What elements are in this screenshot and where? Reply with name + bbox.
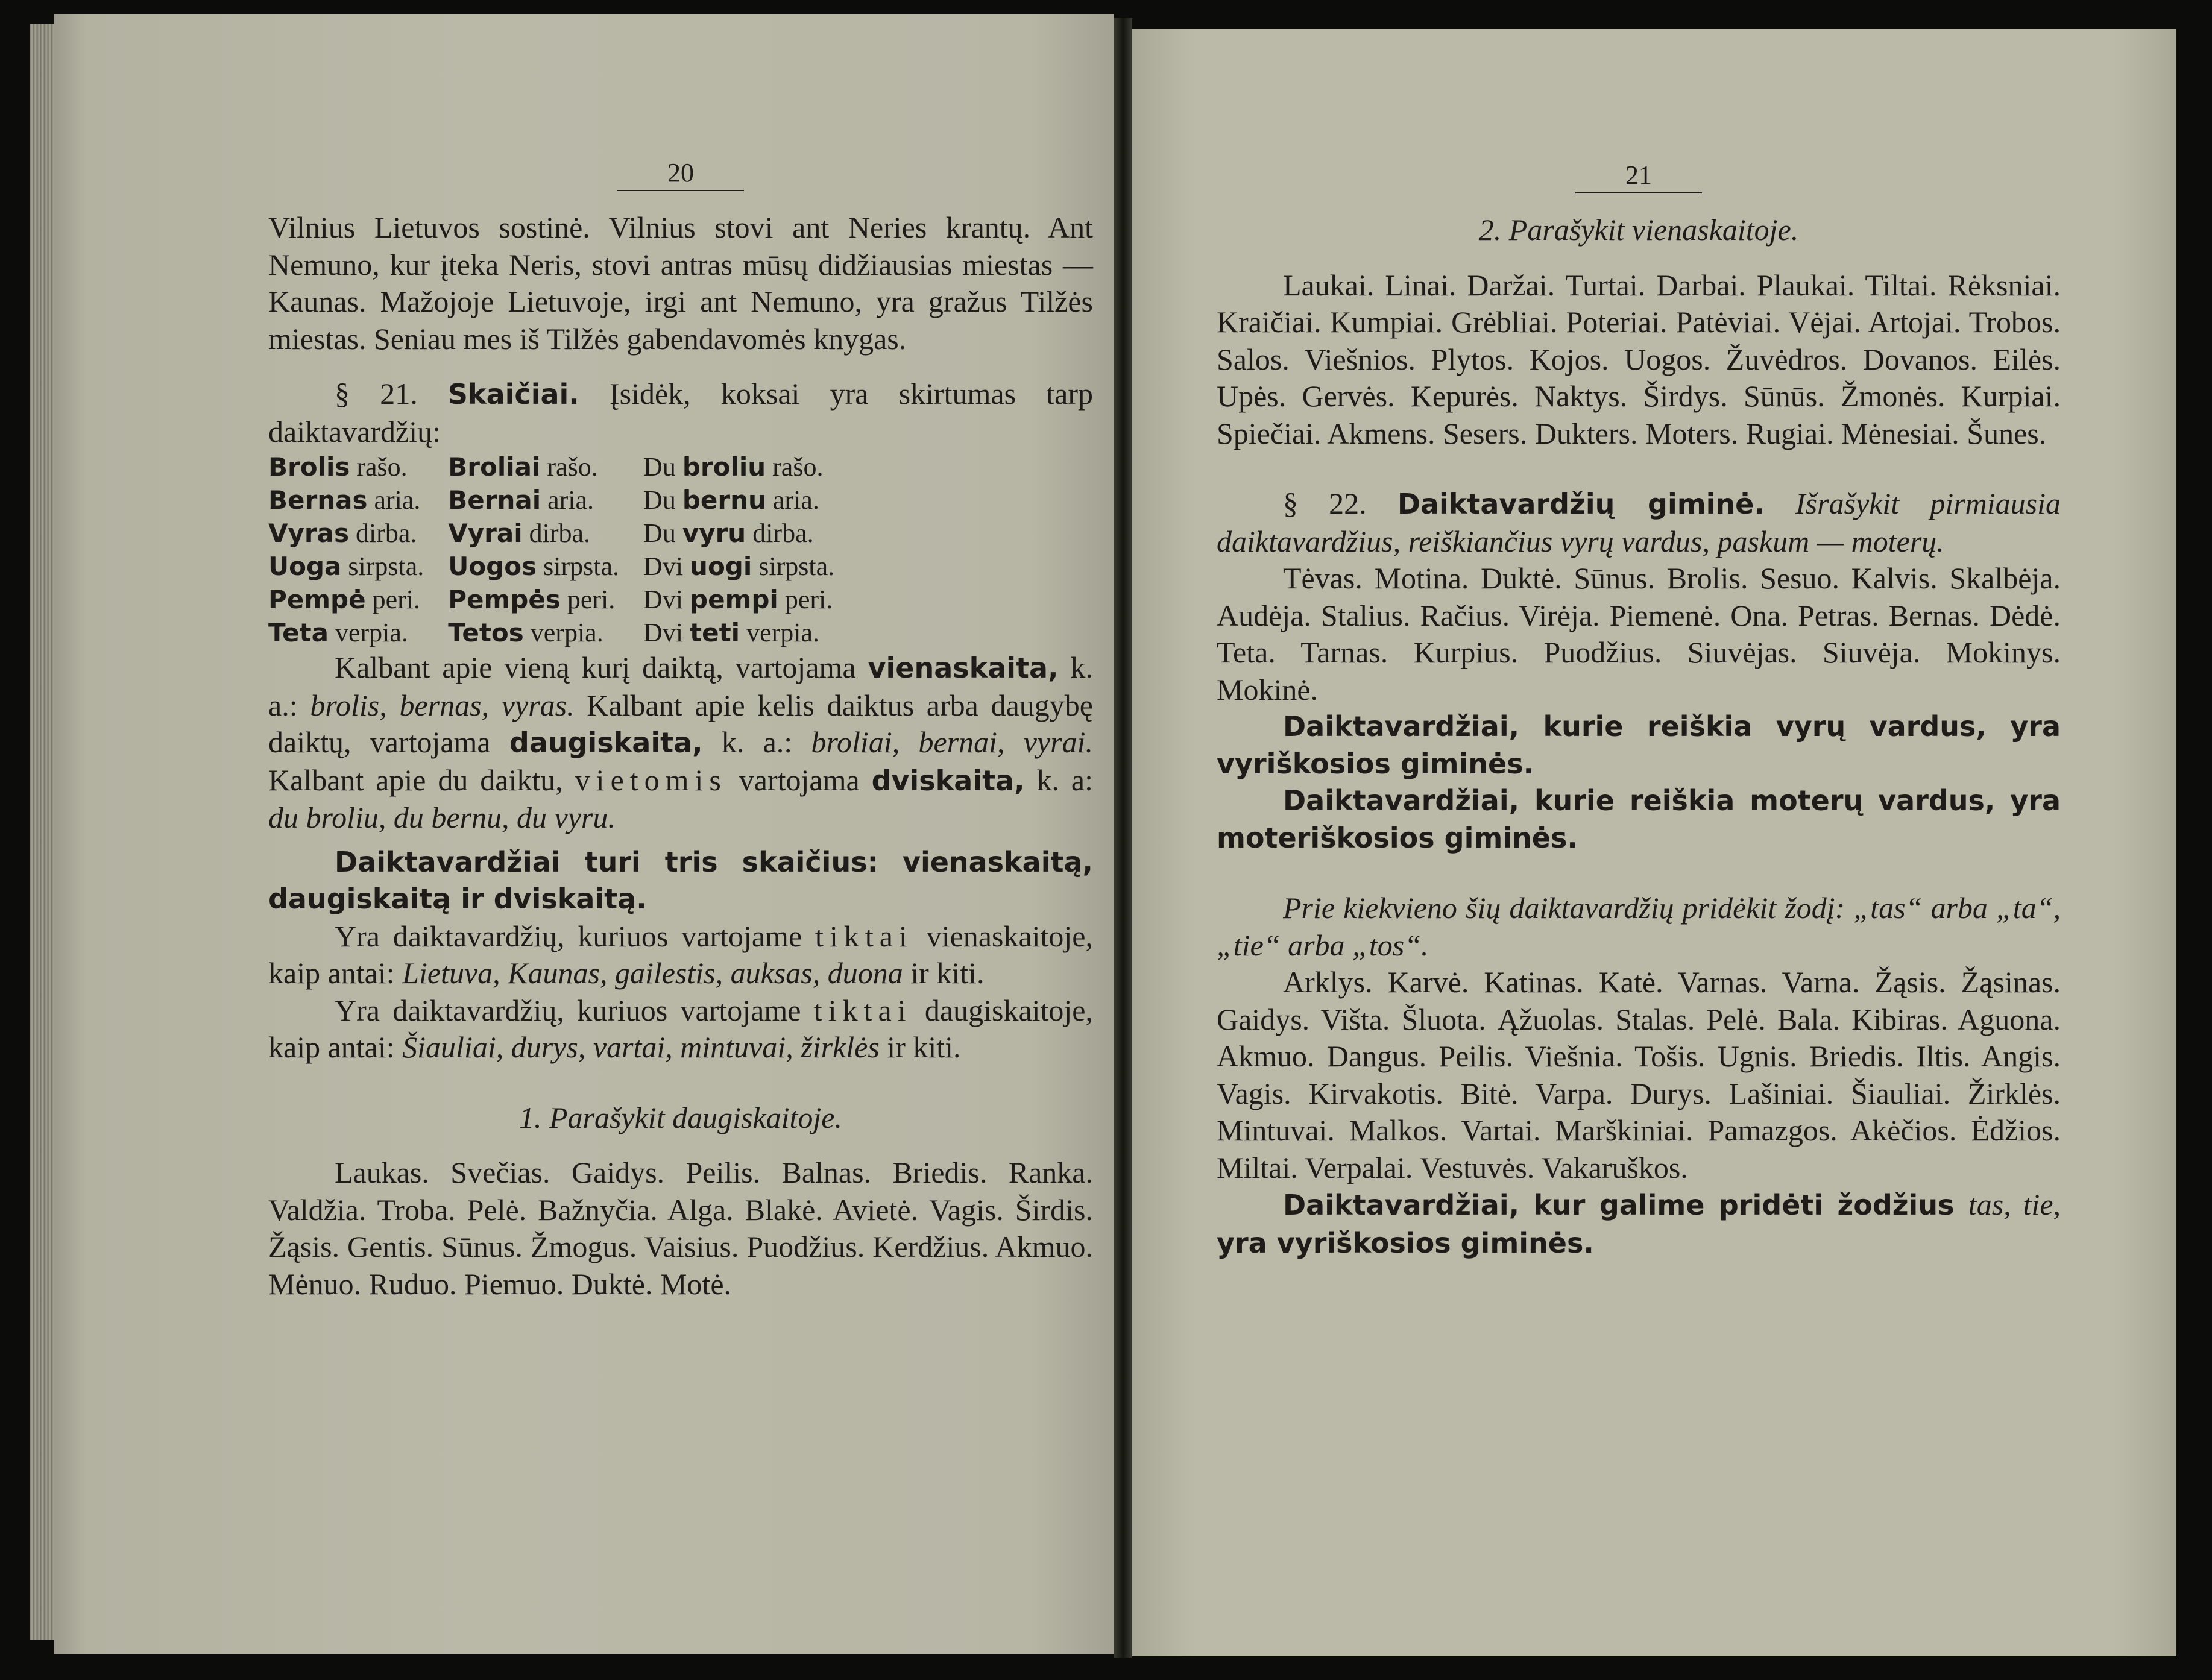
page-number-right: 21 bbox=[1575, 159, 1702, 193]
declension-row bbox=[268, 550, 834, 583]
exercise-3-words: Arklys. Karvė. Katinas. Katė. Varnas. Varna. Žąsis. Žąsinas. Gaidys. Višta. Šluota. Ąžuolas. Stalas. Pelė. Bala. Kibiras. Aguona. Akmuo. Dangus. Peilis. Viešnia. Tošis. Ugnis. Briedis. Iltis. Angis. Vagis. Kirvakotis. Bitė. Varpa. Durys. Lašiniai. Šiauliai. Žirklės. Mintuvai. Malkos. Vartai. Marškiniai. Pamazgos. Akėčios. Ėdžios. Miltai. Verpalai. Vestuvės. Vakaruškos. bbox=[1217, 965, 2061, 1184]
left-page bbox=[54, 14, 1114, 1654]
declension-cell: Broliai rašo. bbox=[448, 452, 598, 482]
declension-row bbox=[268, 517, 834, 550]
declension-cell: Bernai aria. bbox=[448, 485, 594, 515]
declension-cell: Dvi teti verpia. bbox=[643, 618, 820, 647]
declension-row bbox=[268, 616, 834, 649]
exercise-3-instruction: Prie kiekvieno šių daiktavardžių pridėkit žodį: „tas“ arba „ta“, „tie“ arba „tos“. bbox=[1217, 891, 2061, 962]
section-number: § 21. bbox=[335, 377, 418, 411]
section-21-heading bbox=[268, 376, 1093, 450]
section-number: § 22. bbox=[1283, 486, 1367, 520]
number-explanation-paragraph: Kalbant apie vieną kurį daiktą, vartojama vienaskaita, k. a.: brolis, bernas, vyras. Kalbant apie kelis daiktus arba daugybę daiktų, vartojama daugiskaita, k. a.: broliai, bernai, vyrai. Kalbant apie du daiktu, vietomis vartojama dviskaita, k. a: du broliu, du bernu, du vyru. bbox=[268, 650, 1093, 834]
declension-cell: Bernas aria. bbox=[268, 485, 421, 515]
declension-cell: Tetos verpia. bbox=[448, 618, 603, 647]
section-title: Daiktavardžių giminė. bbox=[1397, 488, 1765, 520]
declension-cell: Dvi uogi sirpsta. bbox=[643, 552, 835, 581]
feminine-rule: Daiktavardžiai, kurie reiškia moterų vardus, yra moteriškosios giminės. bbox=[1217, 784, 2061, 854]
declension-cell: Du broliu rašo. bbox=[643, 452, 824, 482]
plural-only-paragraph: Yra daiktavardžių, kuriuos vartojame tiktai daugiskaitoje, kaip antai: Šiauliai, durys, vartai, mintuvai, žirklės ir kiti. bbox=[268, 993, 1093, 1064]
declension-cell: Brolis rašo. bbox=[268, 452, 408, 482]
declension-cell: Uoga sirpsta. bbox=[268, 552, 424, 581]
declension-table bbox=[268, 450, 834, 649]
right-page-text bbox=[1217, 159, 2061, 1262]
declension-row bbox=[268, 583, 834, 616]
declension-cell: Pempė peri. bbox=[268, 585, 420, 614]
declension-cell: Pempės peri. bbox=[448, 585, 616, 614]
page-number-left: 20 bbox=[617, 156, 744, 191]
singular-only-paragraph: Yra daiktavardžių, kuriuos vartojame tiktai vienaskaitoje, kaip antai: Lietuva, Kaunas, gailestis, auksas, duona ir kiti. bbox=[268, 919, 1094, 990]
declension-cell: Du vyru dirba. bbox=[643, 518, 814, 548]
gender-words-list: Tėvas. Motina. Duktė. Sūnus. Brolis. Sesuo. Kalvis. Skalbėja. Audėja. Stalius. Račius. Virėja. Piemenė. Ona. Petras. Bernas. Dėdė. Teta. Tarnas. Kurpius. Puodžius. Siuvėjas. Siuvėja. Mokinys. Mokinė. bbox=[1217, 561, 2061, 706]
page-stack-edge bbox=[30, 24, 57, 1640]
exercise-2-words: Laukai. Linai. Daržai. Turtai. Darbai. Plaukai. Tiltai. Rėksniai. Kraičiai. Kumpiai. Grėbliai. Poteriai. Patėviai. Vėjai. Artojai. Trobos. Salos. Viešnios. Plytos. Kojos. Uogos. Žuvėdros. Dovanos. Eilės. Upės. Gervės. Kepurės. Naktys. Širdys. Sūnūs. Žmonės. Kurpiai. Spiečiai. Akmens. Sesers. Dukters. Moters. Rugiai. Mėnesiai. Šunes. bbox=[1217, 268, 2061, 450]
right-page bbox=[1132, 29, 2176, 1656]
left-page-text bbox=[268, 156, 1093, 1303]
exercise-2-title: 2. Parašykit vienaskaitoje. bbox=[1478, 213, 1799, 247]
declension-row bbox=[268, 450, 834, 483]
tas-tie-rule: Daiktavardžiai, kur galime pridėti žodžius tas, tie, yra vyriškosios giminės. bbox=[1217, 1188, 2061, 1259]
exercise-1-title: 1. Parašykit daugiskaitoje. bbox=[518, 1100, 843, 1134]
section-22-heading bbox=[1217, 485, 2061, 560]
masculine-rule: Daiktavardžiai, kurie reiškia vyrų vardus, yra vyriškosios giminės. bbox=[1217, 710, 2061, 780]
section-title: Skaičiai. bbox=[447, 378, 579, 411]
declension-cell: Vyras dirba. bbox=[268, 518, 417, 548]
declension-cell: Uogos sirpsta. bbox=[448, 552, 620, 581]
number-rule: Daiktavardžiai turi tris skaičius: vienaskaitą, daugiskaitą ir dviskaitą. bbox=[268, 845, 1093, 915]
exercise-1-words: Laukas. Svečias. Gaidys. Peilis. Balnas. Briedis. Ranka. Valdžia. Troba. Pelė. Bažnyčia. Alga. Blakė. Avietė. Vagis. Širdis. Žąsis. Gentis. Sūnus. Žmogus. Vaisius. Puodžius. Kerdžius. Akmuo. Mėnuo. Ruduo. Piemuo. Duktė. Motė. bbox=[268, 1156, 1093, 1301]
section-text: Išrašykit pirmiausia daiktavardžius, reiškiančius vyrų vardus, paskum — moterų. bbox=[1217, 486, 2061, 558]
intro-paragraph: Vilnius Lietuvos sostinė. Vilnius stovi ant Neries krantų. Ant Nemuno, kur įteka Neris, stovi antras mūsų didžiausias miestas — Kaunas. Mažojoje Lietuvoje, irgi ant Nemuno, yra gražus Tilžės miestas. Seniau mes iš Tilžės gabendavomės knygas. bbox=[268, 210, 1093, 356]
declension-row bbox=[268, 483, 834, 517]
section-text: Įsidėk, koksai yra skirtumas tarp daiktavardžių: bbox=[268, 377, 1094, 448]
declension-cell: Teta verpia. bbox=[268, 618, 408, 647]
declension-cell: Du bernu aria. bbox=[643, 485, 819, 515]
book-gutter bbox=[1114, 18, 1132, 1658]
declension-cell: Vyrai dirba. bbox=[448, 518, 591, 548]
declension-cell: Dvi pempi peri. bbox=[643, 585, 833, 614]
